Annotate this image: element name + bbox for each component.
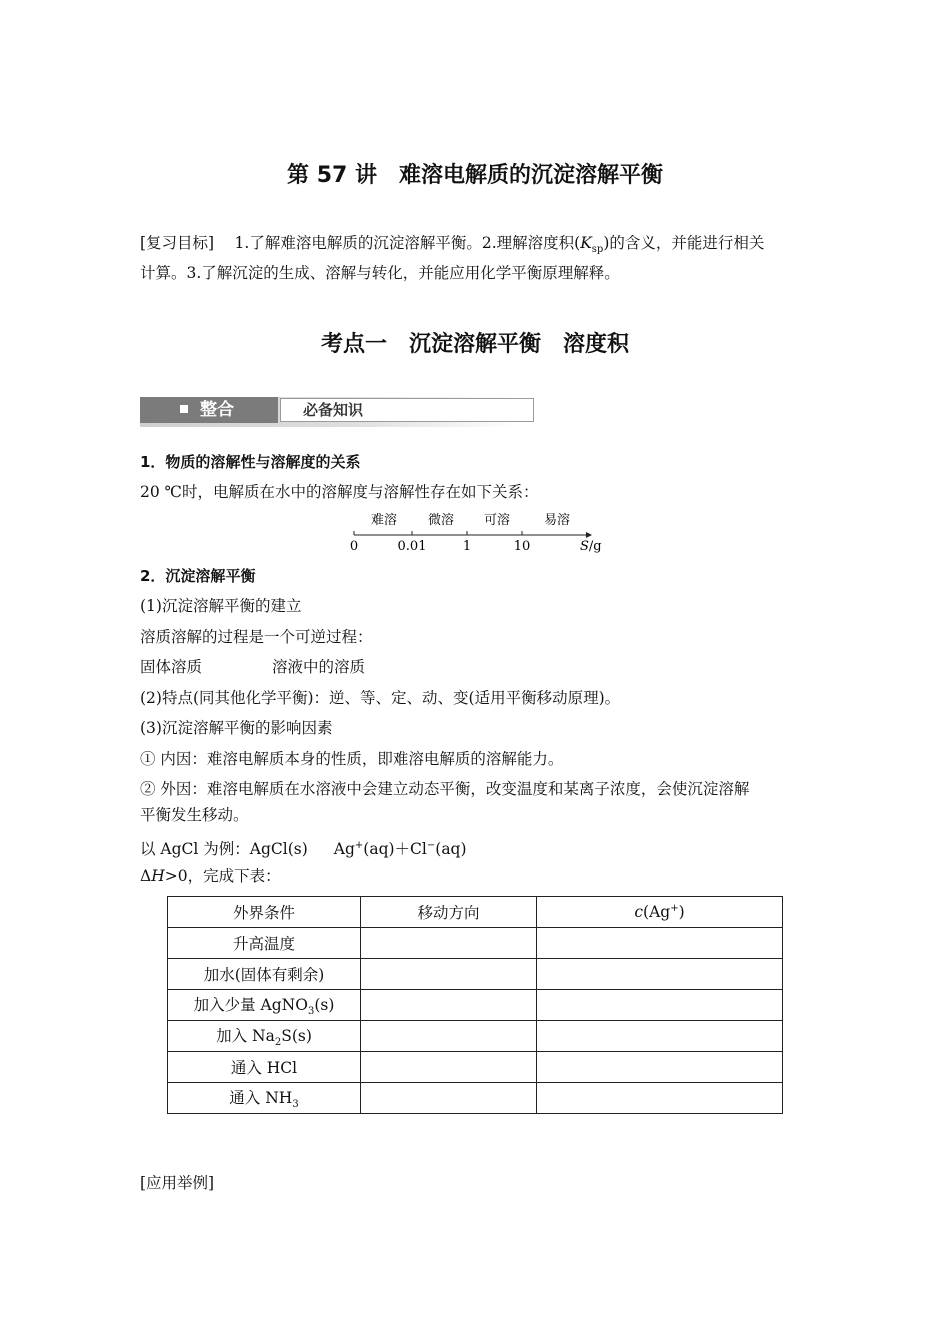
table-row	[168, 1052, 783, 1083]
table-row	[168, 959, 783, 990]
nh3-sub: 3	[292, 1099, 299, 1111]
scale-tick-label-2: 1	[462, 539, 472, 554]
example-plus: +	[354, 840, 364, 851]
table-cell-direction	[361, 928, 537, 959]
table-row	[168, 928, 783, 959]
scale-category-easily: 易溶	[543, 513, 571, 528]
ksp-k: K	[580, 234, 592, 252]
page-title: 第 57 讲 难溶电解质的沉淀溶解平衡	[287, 163, 663, 188]
table-cell-condition: 通入 HCl	[168, 1052, 361, 1083]
table-cell-concentration	[537, 1083, 783, 1114]
table-cell-direction	[361, 990, 537, 1021]
square-icon	[180, 405, 188, 413]
section-title: 考点一 沉淀溶解平衡 溶度积	[320, 332, 629, 357]
scale-arrow-icon	[586, 532, 592, 538]
solubility-intro: 20 ℃时，电解质在水中的溶解度与溶解性存在如下关系：	[140, 483, 539, 501]
solubility-scale	[340, 505, 610, 555]
banner-dark-tab	[140, 397, 278, 423]
application-examples-label: [应用举例]	[140, 1174, 215, 1192]
para-establish: (1)沉淀溶解平衡的建立	[140, 597, 302, 615]
table-header-row	[168, 897, 783, 928]
delta-h-rest: >0，完成下表：	[164, 867, 281, 885]
example-ag: Ag	[333, 840, 355, 859]
table-cell-concentration	[537, 959, 783, 990]
example-prefix: 以 AgCl 为例：AgCl(s)	[140, 840, 308, 859]
table-cell-concentration	[537, 990, 783, 1021]
solid-solute: 固体溶质	[140, 658, 203, 676]
dissolved-solute: 溶液中的溶质	[272, 658, 366, 676]
table-cell-direction	[361, 959, 537, 990]
para-reversible: 溶质溶解的过程是一个可逆过程：	[140, 628, 373, 646]
scale-tick-label-3: 10	[513, 539, 531, 554]
review-goal-text-a: 1.了解难溶电解质的沉淀溶解平衡。2.理解溶度积(	[234, 234, 581, 252]
banner-light-label: 必备知识	[303, 401, 364, 419]
scale-axis-unit: /g	[588, 539, 602, 554]
table-header-concentration	[537, 897, 783, 928]
para-internal: ① 内因：难溶电解质本身的性质，即难溶电解质的溶解能力。	[140, 750, 564, 768]
table-cell-concentration	[537, 1052, 783, 1083]
scale-category-insoluble: 难溶	[370, 513, 398, 528]
na2s-sub: 2	[274, 1037, 282, 1049]
table-cell-concentration	[537, 1021, 783, 1052]
ksp-sub: sp	[591, 244, 604, 256]
delta: Δ	[140, 867, 152, 885]
para-factors: (3)沉淀溶解平衡的影响因素	[140, 719, 333, 737]
table-cell-condition	[168, 1083, 361, 1114]
para-solid-solute	[140, 657, 365, 677]
table-cell-direction	[361, 1021, 537, 1052]
para-external-1: ② 外因：难溶电解质在水溶液中会建立动态平衡，改变温度和某离子浓度，会使沉淀溶解	[140, 780, 750, 798]
review-goal-label: [复习目标]	[140, 234, 215, 252]
scale-tick-label-1: 0.01	[397, 539, 427, 554]
table-cell-condition	[168, 1021, 361, 1052]
table-cell-condition: 升高温度	[168, 928, 361, 959]
banner-dark-label: 整合	[200, 400, 234, 420]
table-header-condition: 外界条件	[168, 897, 361, 928]
example-minus: −	[426, 840, 436, 851]
na2s-b: S(s)	[281, 1026, 312, 1045]
para-external-2: 平衡发生移动。	[140, 806, 249, 824]
agno3-sub: 3	[307, 1006, 315, 1018]
scale-axis-label	[580, 539, 602, 554]
enthalpy-symbol: H	[151, 867, 165, 885]
heading-equilibrium: 2．沉淀溶解平衡	[140, 567, 256, 585]
scale-tick-label-0: 0	[349, 539, 359, 554]
table-row	[168, 990, 783, 1021]
banner-light-tab	[280, 398, 534, 422]
conc-c: c	[634, 903, 644, 922]
conc-end: )	[678, 903, 685, 922]
nh3-a: 通入 NH	[229, 1088, 293, 1107]
table-cell-concentration	[537, 928, 783, 959]
agno3-b: (s)	[314, 995, 335, 1014]
agcl-example	[140, 836, 467, 859]
review-goal-line-1	[140, 233, 764, 260]
table-cell-condition	[168, 990, 361, 1021]
table-header-direction: 移动方向	[361, 897, 537, 928]
scale-axis-symbol: S	[580, 539, 589, 554]
conc-plus: +	[670, 902, 679, 914]
conc-ag: (Ag	[643, 903, 671, 922]
para-characteristics: (2)特点(同其他化学平衡)：逆、等、定、动、变(适用平衡移动原理)。	[140, 689, 621, 707]
review-goal-line-2: 计算。3.了解沉淀的生成、溶解与转化，并能应用化学平衡原理解释。	[140, 264, 620, 282]
table-cell-direction	[361, 1052, 537, 1083]
example-mid: (aq)＋Cl	[363, 840, 427, 859]
table-row	[168, 1021, 783, 1052]
scale-category-slightly: 微溶	[427, 513, 455, 528]
heading-solubility: 1．物质的溶解性与溶解度的关系	[140, 453, 361, 471]
scale-category-soluble: 可溶	[483, 513, 511, 528]
table-cell-condition: 加水(固体有剩余)	[168, 959, 361, 990]
agno3-a: 加入少量 AgNO	[193, 995, 308, 1014]
table-cell-direction	[361, 1083, 537, 1114]
review-goal-text-b: )的含义，并能进行相关	[603, 234, 765, 252]
delta-h-line	[140, 866, 281, 886]
na2s-a: 加入 Na	[216, 1026, 275, 1045]
conditions-table	[167, 896, 783, 1114]
section-banner	[140, 397, 518, 427]
table-row	[168, 1083, 783, 1114]
example-end: (aq)	[435, 840, 467, 859]
